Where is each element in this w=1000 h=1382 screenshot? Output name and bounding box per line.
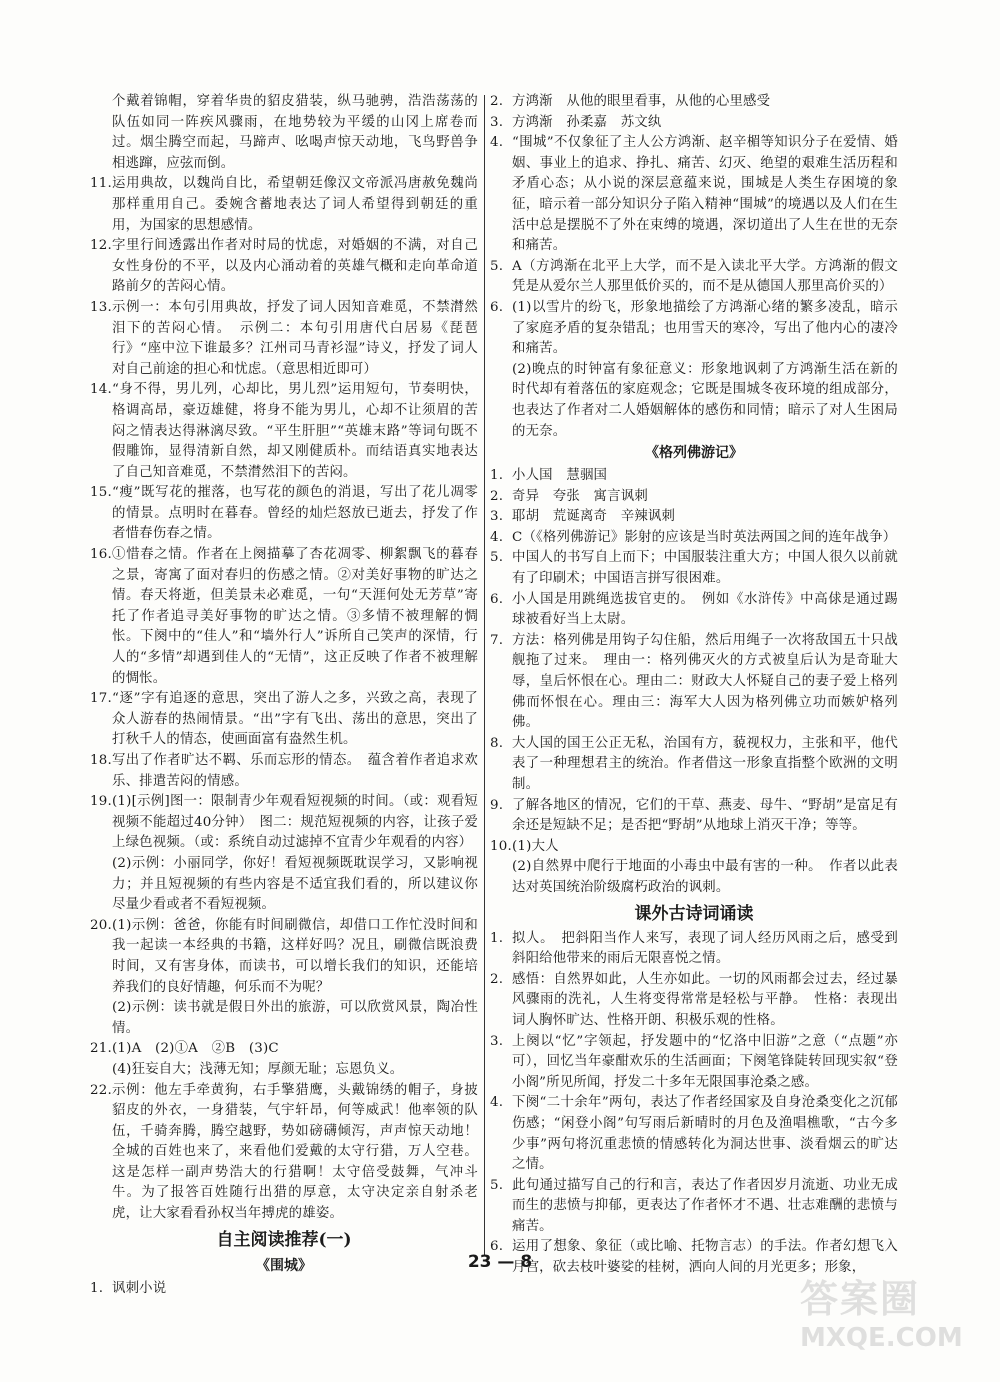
answer-text: C（《格列佛游记》影射的应该是当时英法两国之间的连年战争） — [512, 529, 897, 545]
answer-item — [490, 1032, 898, 1094]
answer-text: 写出了作者旷达不羁、乐而忘形的情态。 蕴含着作者追求欢乐、排遣苦闷的情感。 — [112, 753, 478, 789]
answer-item — [490, 1176, 898, 1238]
answer-text: ①惜春之情。作者在上阕描摹了杏花凋零、柳絮飘飞的暮春之景，寄寓了面对春归的伤感之情。②对美好事物的旷达之情。春天将逝，但美景未必难觅，一句“天涯何处无芳草”寄托了作者追寻美好事物的旷达之情。③多情不被理解的惆怅。下阕中的“佳人”和“墙外行人”诉所自己笑声的深情，行人的“多情”却遇到佳人的“无情”，这正反映了作者不被理解的惆怅。 — [112, 547, 478, 686]
answer-number: 17. — [90, 691, 112, 707]
answer-text: 小人国 慧骃国 — [512, 468, 608, 484]
answer-number: 19. — [90, 794, 112, 810]
answer-item — [90, 92, 478, 174]
answer-number: 5. — [490, 258, 504, 274]
answer-text: 中国人的书写自上而下；中国服装注重大方；中国人很久以前就有了印刷术；中国语言拼写很困难。 — [512, 550, 898, 587]
answer-number: 15. — [90, 485, 112, 501]
answer-number: 9. — [490, 797, 504, 813]
watermark-title: 答案圈 — [800, 1277, 921, 1321]
answer-item — [490, 548, 898, 589]
answer-text: (1)大人 — [512, 838, 559, 854]
section-title: 课外古诗词诵读 — [634, 903, 754, 924]
answer-text: 奇异 夸张 寓言讽刺 — [512, 488, 648, 504]
answer-text: 示例一：本句引用典故，抒发了词人因知音难觅，不禁潸然泪下的苦闷心情。 示例二：本句引用唐代白居易《琵琶行》“座中泣下谁最多？江州司马青衫湿”诗义，抒发了词人对自己前途的担心和忧虑。（意思相近即可） — [112, 299, 478, 377]
answer-text: 感悟：自然界如此，人生亦如此。一切的风雨都会过去，经过暴风骤雨的洗礼，人生将变得常常是轻松与平静。 性格：表现出词人胸怀旷达、性格开朗、积极乐观的性格。 — [512, 971, 898, 1028]
answer-item — [490, 133, 898, 257]
answer-text: (2)示例：小丽同学，你好！看短视频既耽误学习，又影响视力；并且短视频的有些内容是不适宜我们看的，所以建议你尽量少看或者不看短视频。 — [112, 855, 478, 913]
answer-text: 方法：格列佛是用钩子勾住船，然后用绳子一次将敌国五十只战舰拖了过来。 理由一：格列佛灭火的方式被皇后认为是奇耻大辱，皇后怀恨在心。理由二：财政大人怀疑自己的妻子爱上格列佛而怀恨在心。理由三：海军大人因为格列佛立功而嫉妒格列佛。 — [512, 632, 898, 731]
answer-text: 个戴着锦帽，穿着华贵的貂皮猎装，纵马驰骋，浩浩荡荡的队伍如同一阵疾风骤雨，在地势较为平缓的山冈上席卷而过。烟尘腾空而起，马蹄声、吆喝声惊天动地，飞鸟野兽争相逃蹿，应弦而倒。 — [112, 94, 478, 171]
answer-text: 耶胡 荒诞离奇 辛辣讽刺 — [512, 509, 676, 525]
answer-item — [490, 734, 898, 796]
answer-item — [90, 483, 478, 545]
answer-text: (2)示例：读书就是假日外出的旅游，可以欣赏风景，陶冶性情。 — [112, 1000, 478, 1036]
answer-number: 5. — [490, 550, 504, 566]
answer-text: 讽刺小说 — [112, 1280, 167, 1296]
answer-item — [490, 1093, 898, 1175]
answer-item — [90, 1279, 478, 1300]
answer-text: (2)晚点的时钟富有象征意义：形象地讽刺了方鸿渐生活在新的时代却有着落伍的家庭观念；它既是围城冬夜环境的组成部分，也表达了作者对二人婚姻解体的感伤和同情；暗示了对人生困局的无奈。 — [512, 361, 898, 439]
answer-text: 小人国是用跳绳选拔官吏的。 例如《水浒传》中高俅是通过踢球被看好当上太尉。 — [512, 591, 898, 628]
answer-item — [490, 507, 898, 528]
answer-item — [90, 792, 478, 854]
answer-item — [90, 545, 478, 689]
answer-number: 13. — [90, 299, 112, 315]
answer-item — [90, 1060, 478, 1081]
answer-text: 字里行间透露出作者对时局的忧虑，对婚姻的不满，对自己女性身份的不平，以及内心涌动着的英雄气概和走向革命道路前夕的苦闷心情。 — [112, 238, 478, 295]
answer-text: 此句通过描写自己的行和言，表达了作者因岁月流逝、功业无成而生的悲愤与抑郁，更表达了作者怀才不遇、壮志难酬的悲愤与痛苦。 — [512, 1177, 898, 1234]
watermark-url: MXQE.COM — [800, 1323, 963, 1353]
book-title: 《围城》 — [256, 1257, 312, 1274]
answer-text: 上阕以“忆”字领起，抒发题中的“忆洛中旧游”之意（“点题”亦可），回忆当年豪酣欢乐的生活画面；下阕笔锋陡转回现实叙“登小阁”所见所闻，抒发二十多年无限国事沧桑之感。 — [512, 1033, 898, 1090]
answer-text: 拟人。 把斜阳当作人来写，表现了词人经历风雨之后，感受到斜阳给他带来的雨后无限喜悦之情。 — [512, 930, 898, 967]
answer-item — [490, 528, 898, 549]
answer-item — [90, 689, 478, 751]
answer-number: 6. — [490, 591, 504, 607]
page-number: 23 — 8 — [467, 1252, 533, 1272]
answer-text: (1)[示例]图一：限制青少年观看短视频的时间。（或：观看短视频不能超过40分钟） 图二：规范短视频的内容，让孩子爱上绿色视频。（或：系统自动过滤掉不宜青少年观看的内容） — [112, 794, 478, 851]
answer-number: 10. — [490, 838, 512, 854]
answer-number: 21. — [90, 1041, 112, 1057]
answer-text: (1)示例：爸爸，你能有时间刷微信，却借口工作忙没时间和我一起读一本经典的书籍，这样好吗？况且，刷微信既浪费时间，又有害身体，而读书，可以增长我们的知识，还能培养我们的良好情趣，何乐而不为呢？ — [112, 917, 478, 995]
answer-number: 1. — [90, 1280, 104, 1296]
answer-number: 3. — [490, 1033, 504, 1049]
answer-number: 1. — [490, 468, 504, 484]
answer-item — [490, 631, 898, 734]
answer-item — [490, 857, 898, 898]
answer-number: 6. — [490, 1239, 504, 1255]
answer-item — [90, 1081, 478, 1225]
answer-text: 方鸿渐 从他的眼里看事，从他的心里感受 — [512, 94, 771, 109]
answer-item — [490, 257, 898, 298]
answer-item — [490, 929, 898, 970]
answer-item — [490, 92, 898, 113]
answer-text: “瘦”既写花的摧落，也写花的颜色的消退，写出了花儿凋零的情景。点明时在暮春。曾经的灿烂怒放已逝去，抒发了作者惜春伤春之情。 — [112, 485, 478, 542]
answer-text: 大人国的国王公正无私，治国有方，藐视权力，主张和平，他代表了一种理想君主的统治。作者借这一形象直指整个欧洲的文明制。 — [512, 735, 898, 792]
answer-item — [90, 916, 478, 998]
answer-number: 2. — [490, 971, 504, 987]
answer-text: 方鸿渐 孙柔嘉 苏文纨 — [512, 114, 662, 130]
answer-text: 下阕“二十余年”两句，表达了作者经国家及自身沧桑变化之沉郁伤感；“闲登小阁”句写雨后新晴时的月色及渔唱樵歌，“古今多少事”两句将沉重悲愤的情感转化为洞达世事、淡看烟云的旷达之情。 — [512, 1095, 898, 1173]
answer-item — [90, 380, 478, 483]
answer-number: 7. — [490, 632, 504, 648]
left-column — [90, 92, 478, 1299]
answer-item — [90, 854, 478, 916]
answer-item — [490, 487, 898, 508]
answer-number: 18. — [90, 753, 112, 768]
answer-number: 4. — [490, 1095, 504, 1111]
column-divider — [484, 95, 485, 1255]
answer-text: (2)自然界中爬行于地面的小毒虫中最有害的一种。 作者以此表达对英国统治阶级腐朽政治的讽刺。 — [512, 859, 898, 895]
answer-number: 16. — [90, 547, 112, 563]
answer-item — [490, 298, 898, 360]
answer-text: 运用典故，以魏尚自比，希望朝廷像汉文帝派冯唐赦免魏尚那样重用自己。委婉含蓄地表达了词人希望得到朝廷的重用，为国家的思想感情。 — [112, 176, 478, 233]
answer-number: 4. — [490, 135, 504, 151]
answer-text: A（方鸿渐在北平上大学，而不是入读北平大学。方鸿渐的假文凭是从爱尔兰人那里低价买的，而不是从德国人那里高价买的） — [512, 258, 898, 295]
section-title: 自主阅读推荐(一) — [216, 1229, 352, 1250]
answer-item — [490, 590, 898, 631]
answer-item — [490, 837, 898, 858]
answer-number: 2. — [490, 488, 504, 504]
answer-text: “围城”不仅象征了主人公方鸿渐、赵辛楣等知识分子在爱情、婚姻、事业上的追求、挣扎、痛苦、幻灭、绝望的艰难生活历程和矛盾心态；从小说的深层意蕴来说，围城是人类生存困境的象征，暗示着一部分知识分子陷入精神“围城”的境遇以及人们在生活中总是摆脱不了外在束缚的境遇，深切道出了人生在世的无奈和痛苦。 — [512, 135, 898, 254]
answer-number: 8. — [490, 735, 504, 751]
answer-number: 20. — [90, 917, 112, 933]
answer-item — [90, 174, 478, 236]
answer-number: 5. — [490, 1177, 504, 1193]
right-column — [490, 92, 898, 1279]
answer-item — [490, 360, 898, 442]
answer-number: 6. — [490, 299, 504, 315]
answer-number: 14. — [90, 382, 112, 398]
answer-number: 12. — [90, 238, 112, 254]
answer-text: (1)A (2)①A ②B (3)C — [112, 1041, 279, 1057]
answer-text: 了解各地区的情况，它们的干草、燕麦、母牛、“野胡”是富足有余还是短缺不足；是否把“野胡”从地球上消灭干净；等等。 — [512, 797, 898, 834]
answer-item — [490, 113, 898, 134]
answer-text: (1)以雪片的纷飞，形象地描绘了方鸿渐心绪的繁多凌乱，暗示了家庭矛盾的复杂错乱；也用雪天的寒冷，写出了他内心的凄冷和痛苦。 — [512, 299, 898, 357]
answer-item — [490, 796, 898, 837]
watermark-logo — [800, 1268, 990, 1378]
answer-item — [90, 1039, 478, 1060]
answer-number: 11. — [90, 176, 112, 192]
answer-item — [90, 298, 478, 380]
answer-item — [90, 998, 478, 1039]
answer-item — [490, 466, 898, 487]
answer-item — [90, 751, 478, 792]
answer-number: 3. — [490, 114, 504, 130]
answer-text: 运用了想象、象征（或比喻、托物言志）的手法。作者幻想飞入月宫，砍去枝叶婆娑的桂树，洒向人间的月光更多；形象， — [512, 1239, 898, 1276]
answer-number: 2. — [490, 94, 504, 109]
answer-number: 4. — [490, 529, 504, 545]
book-title: 《格列佛游记》 — [645, 445, 743, 462]
answer-text: “身不得，男儿列，心却比，男儿烈”运用短句，节奏明快，格调高昂，豪迈雄健，将身不能为男儿，心却不让须眉的苦闷之情表达得淋漓尽致。“平生肝胆”“英雄末路”等词句既不假雕饰，显得清新自然，却又刚健质朴。而结语真实地表达了自己知音难觅，不禁潸然泪下的苦闷。 — [112, 382, 478, 480]
answer-item — [490, 970, 898, 1032]
answer-number: 1. — [490, 930, 504, 946]
answer-text: (4)狂妄自大；浅薄无知；厚颜无耻；忘恩负义。 — [112, 1061, 404, 1077]
answer-item — [90, 236, 478, 298]
answer-number: 3. — [490, 509, 504, 525]
answer-text: “逐”字有追逐的意思，突出了游人之多，兴致之高，表现了众人游春的热闹情景。“出”字有飞出、荡出的意思，突出了打秋千人的情态，使画面富有盎然生机。 — [112, 691, 478, 748]
answer-number: 22. — [90, 1082, 112, 1098]
answer-text: 示例：他左手牵黄狗，右手擎猎鹰，头戴锦绣的帽子，身披貂皮的外衣，一身猎装，气宇轩昂，何等威武！他率领的队伍，千骑奔腾，腾空越野，势如磅礴倾泻，声声惊天动地！全城的百姓也来了，来看他们爱戴的太守行猎，万人空巷。这是怎样一副声势浩大的行猎啊！太守倍受鼓舞，气冲斗牛。为了报答百姓随行出猎的厚意，太守决定亲自射杀老虎，让大家看看孙权当年搏虎的雄姿。 — [112, 1082, 478, 1222]
